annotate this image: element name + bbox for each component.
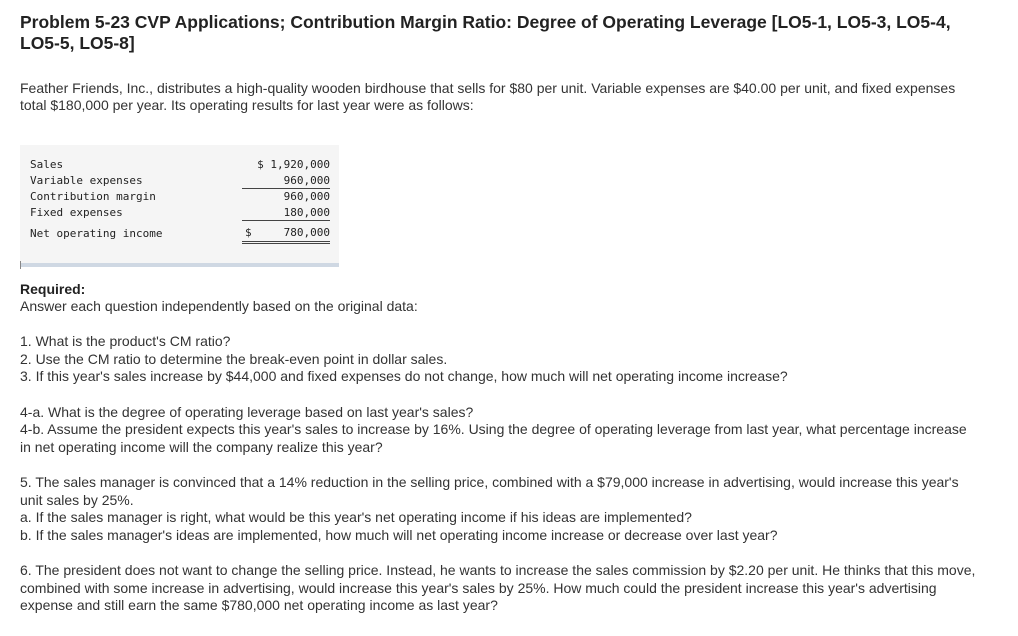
problem-intro: Feather Friends, Inc., distributes a high-quality wooden birdhouse that sells for $80 per unit. Variable expenses are $40.00 per unit, and fixed expenses total $180,000 per year. Its operating results for last year were as follows: [20, 80, 956, 113]
question-5a: a. If the sales manager is right, what would be this year's net operating income if his ideas are implemented? [20, 509, 692, 525]
question-group-1 [20, 333, 980, 386]
table-bottom-edge [20, 263, 339, 267]
row-amount-cell [242, 221, 330, 243]
question-group-6 [20, 562, 980, 615]
table-row-fixed-expenses [30, 205, 330, 221]
question-5: 5. The sales manager is convinced that a 14% reduction in the selling price, combined with a $79,000 increase in advertising, would increase this year's unit sales by 25%. [20, 474, 959, 508]
table-row-contribution-margin [30, 189, 330, 205]
question-4b: 4-b. Assume the president expects this year's sales to increase by 16%. Using the degree of operating leverage from last year, what percentage increase in net operating income will the company realize this year? [20, 421, 967, 455]
question-1: 1. What is the product's CM ratio? [20, 333, 231, 349]
row-amount: 180,000 [242, 205, 330, 221]
row-label: Contribution margin [30, 189, 156, 203]
question-group-5 [20, 474, 980, 544]
row-amount: 960,000 [283, 190, 330, 203]
table-resize-marker [20, 261, 21, 269]
required-heading: Required: [20, 281, 86, 297]
income-statement-table [30, 157, 330, 244]
required-instruction: Answer each question independently based on the original data: [20, 298, 418, 314]
question-6: 6. The president does not want to change the selling price. Instead, he wants to increase the sales commission by $2.20 per unit. He thinks that this move, combined with some increase in advertising, would increase this year's sales by 25%. How much could the president increase this year's advertising expense and still earn the same $780,000 net operating income as last year? [20, 562, 976, 613]
problem-page [20, 12, 1000, 613]
problem-title: Problem 5-23 CVP Applications; Contribution Margin Ratio: Degree of Operating Leverage [LO5-1, LO5-3, LO5-4, LO5-5, LO5-8] [20, 12, 951, 53]
question-group-4 [20, 404, 980, 457]
row-label: Variable expenses [30, 173, 143, 187]
income-statement-panel [20, 145, 339, 265]
question-4a: 4-a. What is the degree of operating leverage based on last year's sales? [20, 403, 474, 420]
required-section [20, 281, 980, 615]
row-amount: 960,000 [242, 173, 330, 189]
question-3: 3. If this year's sales increase by $44,000 and fixed expenses do not change, how much will net operating income increase? [20, 368, 788, 384]
table-row-sales [30, 157, 330, 173]
row-label: Fixed expenses [30, 205, 123, 219]
row-amount: $ 1,920,000 [257, 158, 330, 171]
question-2: 2. Use the CM ratio to determine the break-even point in dollar sales. [20, 350, 448, 367]
dollar-sign: $ [245, 226, 252, 239]
table-row-net-operating-income [30, 221, 330, 243]
row-label: Net operating income [30, 226, 163, 240]
table-row-variable-expenses [30, 173, 330, 189]
row-amount: 780,000 [283, 226, 330, 239]
row-label: Sales [30, 158, 64, 171]
question-5b: b. If the sales manager's ideas are implemented, how much will net operating income increase or decrease over last year? [20, 526, 778, 543]
